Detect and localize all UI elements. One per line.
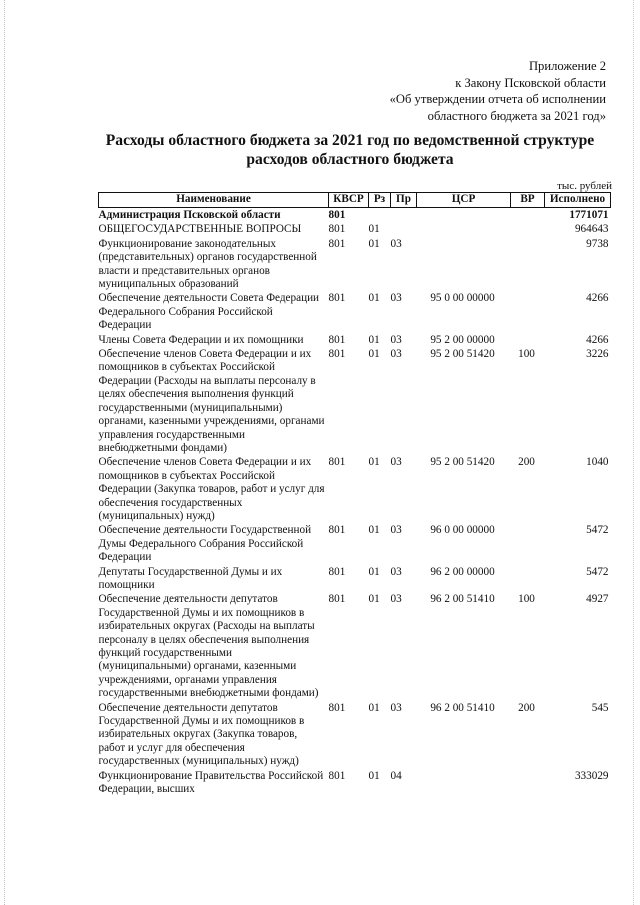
annex-header [390, 58, 606, 124]
row-kvsr: 801 [328, 292, 346, 305]
row-vr: 100 [518, 593, 535, 606]
table-row [99, 333, 611, 347]
table-row [99, 291, 611, 332]
row-sum: 545 [591, 701, 609, 714]
row-kvsr: 801 [328, 565, 346, 578]
header-rz: Рз [369, 193, 391, 208]
scan-edge-left [4, 0, 5, 905]
row-pr: 03 [390, 524, 402, 537]
row-rz: 01 [368, 333, 380, 346]
row-vr: 100 [518, 348, 535, 361]
row-sum: 1771071 [569, 209, 609, 221]
annex-line-3: «Об утверждении отчета об исполнении [389, 92, 606, 106]
row-pr: 03 [390, 292, 402, 305]
row-csr [417, 769, 511, 797]
row-name: Администрация Псковской области [98, 209, 281, 221]
table-row [99, 769, 611, 797]
scan-edge-right [633, 0, 634, 905]
row-name: Обеспечение деятельности Государственной Думы Федерального Собрания Российской Федерации [98, 524, 312, 564]
row-csr: 95 2 00 51420 [430, 456, 495, 469]
row-rz: 01 [368, 701, 380, 714]
row-pr: 03 [390, 237, 402, 250]
table-row [99, 222, 611, 236]
header-vr: ВР [511, 193, 545, 208]
row-pr [391, 208, 417, 223]
row-rz: 01 [368, 565, 380, 578]
row-kvsr: 801 [328, 456, 346, 469]
table-row [99, 701, 611, 769]
row-rz: 01 [368, 237, 380, 250]
row-pr: 04 [390, 769, 402, 782]
table-row [99, 455, 611, 523]
row-sum: 333029 [574, 769, 609, 782]
row-csr: 95 2 00 51420 [430, 348, 495, 361]
row-csr: 96 2 00 00000 [430, 565, 495, 578]
row-vr [511, 291, 545, 332]
row-name: Обеспечение деятельности депутатов Государственной Думы и их помощников в избирательных округах (Расходы на выплаты персоналу в целях обеспечения выполнения функций государственными (муниципальными) органами, казенными учреждениями, органами управления государственными внебюджетными фондами) [98, 593, 319, 700]
table-row [99, 347, 611, 455]
row-sum: 1040 [586, 456, 609, 469]
row-rz: 01 [368, 769, 380, 782]
row-name: Депутаты Государственной Думы и их помощники [98, 565, 283, 591]
unit-label: тыс. рублей [557, 180, 612, 192]
annex-line-2: к Закону Псковской области [455, 75, 606, 90]
row-csr [417, 237, 511, 292]
row-name: Обеспечение деятельности депутатов Государственной Думы и их помощников в избирательных округах (Закупка товаров, работ и услуг для обеспечения государственных (муниципальных) нужд) [98, 701, 305, 768]
row-kvsr: 801 [328, 333, 346, 346]
row-sum: 3226 [586, 348, 609, 361]
row-kvsr: 801 [328, 593, 346, 606]
row-vr [511, 237, 545, 292]
row-rz: 01 [368, 348, 380, 361]
row-name: ОБЩЕГОСУДАРСТВЕННЫЕ ВОПРОСЫ [98, 223, 302, 236]
row-rz [369, 208, 391, 223]
row-vr [511, 565, 545, 593]
row-vr [511, 523, 545, 564]
table-row [99, 523, 611, 564]
table-row [99, 565, 611, 593]
row-sum: 5472 [586, 524, 609, 537]
row-csr: 95 2 00 00000 [430, 333, 495, 346]
row-name: Обеспечение членов Совета Федерации и их помощников в субъектах Российской Федерации (Расходы на выплаты персоналу в целях обеспечения выполнения функций государственными (муниципальными) органами, казенными учреждениями, органами управления государственными внебюджетными фондами) [98, 348, 325, 454]
table-body [99, 208, 611, 797]
header-csr: ЦСР [417, 193, 511, 208]
title-line-1: Расходы областного бюджета за 2021 год по ведомственной структуре [105, 132, 595, 149]
row-rz: 01 [368, 524, 380, 537]
annex-line-1: Приложение 2 [528, 59, 606, 73]
row-pr: 03 [390, 348, 402, 361]
row-csr: 96 2 00 51410 [430, 593, 495, 606]
row-kvsr: 801 [328, 237, 346, 250]
row-csr [417, 208, 511, 223]
table-row [99, 237, 611, 292]
row-vr [511, 222, 545, 236]
row-sum: 4266 [586, 333, 609, 346]
header-kvsr: КВСР [329, 193, 369, 208]
annex-line-4: областного бюджета за 2021 год» [427, 108, 606, 123]
row-sum: 4927 [586, 593, 609, 606]
row-pr: 03 [390, 565, 402, 578]
row-kvsr: 801 [328, 524, 346, 537]
row-vr [511, 208, 545, 223]
expenditure-table [98, 192, 611, 796]
row-kvsr: 801 [328, 701, 346, 714]
row-kvsr: 801 [328, 223, 346, 236]
row-kvsr: 801 [328, 769, 346, 782]
row-kvsr: 801 [328, 348, 346, 361]
row-name: Обеспечение деятельности Совета Федерации Федерального Собрания Российской Федерации [98, 292, 320, 332]
title-line-2: расходов областного бюджета [246, 151, 454, 168]
row-csr: 96 0 00 00000 [430, 524, 495, 537]
header-done: Исполнено [545, 193, 611, 208]
table-header [99, 193, 611, 208]
table-row [99, 208, 611, 223]
row-sum: 964643 [574, 223, 609, 236]
row-rz: 01 [368, 292, 380, 305]
row-csr: 95 0 00 00000 [430, 292, 495, 305]
row-rz: 01 [368, 593, 380, 606]
row-vr: 200 [518, 456, 535, 469]
row-sum: 5472 [586, 565, 609, 578]
row-pr: 03 [390, 333, 402, 346]
row-sum: 4266 [586, 292, 609, 305]
table-row [99, 592, 611, 700]
row-pr: 03 [390, 456, 402, 469]
row-sum: 9738 [586, 237, 609, 250]
row-name: Обеспечение членов Совета Федерации и их помощников в субъектах Российской Федерации (Закупка товаров, работ и услуг для обеспечения государственных (муниципальных) нужд) [98, 456, 325, 522]
row-rz: 01 [368, 223, 380, 236]
row-pr: 03 [390, 593, 402, 606]
row-pr [391, 222, 417, 236]
header-pr: Пр [391, 193, 417, 208]
row-kvsr: 801 [328, 209, 346, 221]
row-pr: 03 [390, 701, 402, 714]
row-csr [417, 222, 511, 236]
header-name: Наименование [99, 193, 329, 208]
row-csr: 96 2 00 51410 [430, 701, 495, 714]
row-vr [511, 769, 545, 797]
document-title [90, 131, 610, 169]
row-name: Функционирование законодательных (представительных) органов государственной власти и представительных органов муниципальных образований [98, 237, 317, 291]
row-vr [511, 333, 545, 347]
row-name: Члены Совета Федерации и их помощники [98, 333, 304, 346]
row-name: Функционирование Правительства Российской Федерации, высших [98, 769, 324, 796]
row-vr: 200 [518, 701, 535, 714]
row-rz: 01 [368, 456, 380, 469]
